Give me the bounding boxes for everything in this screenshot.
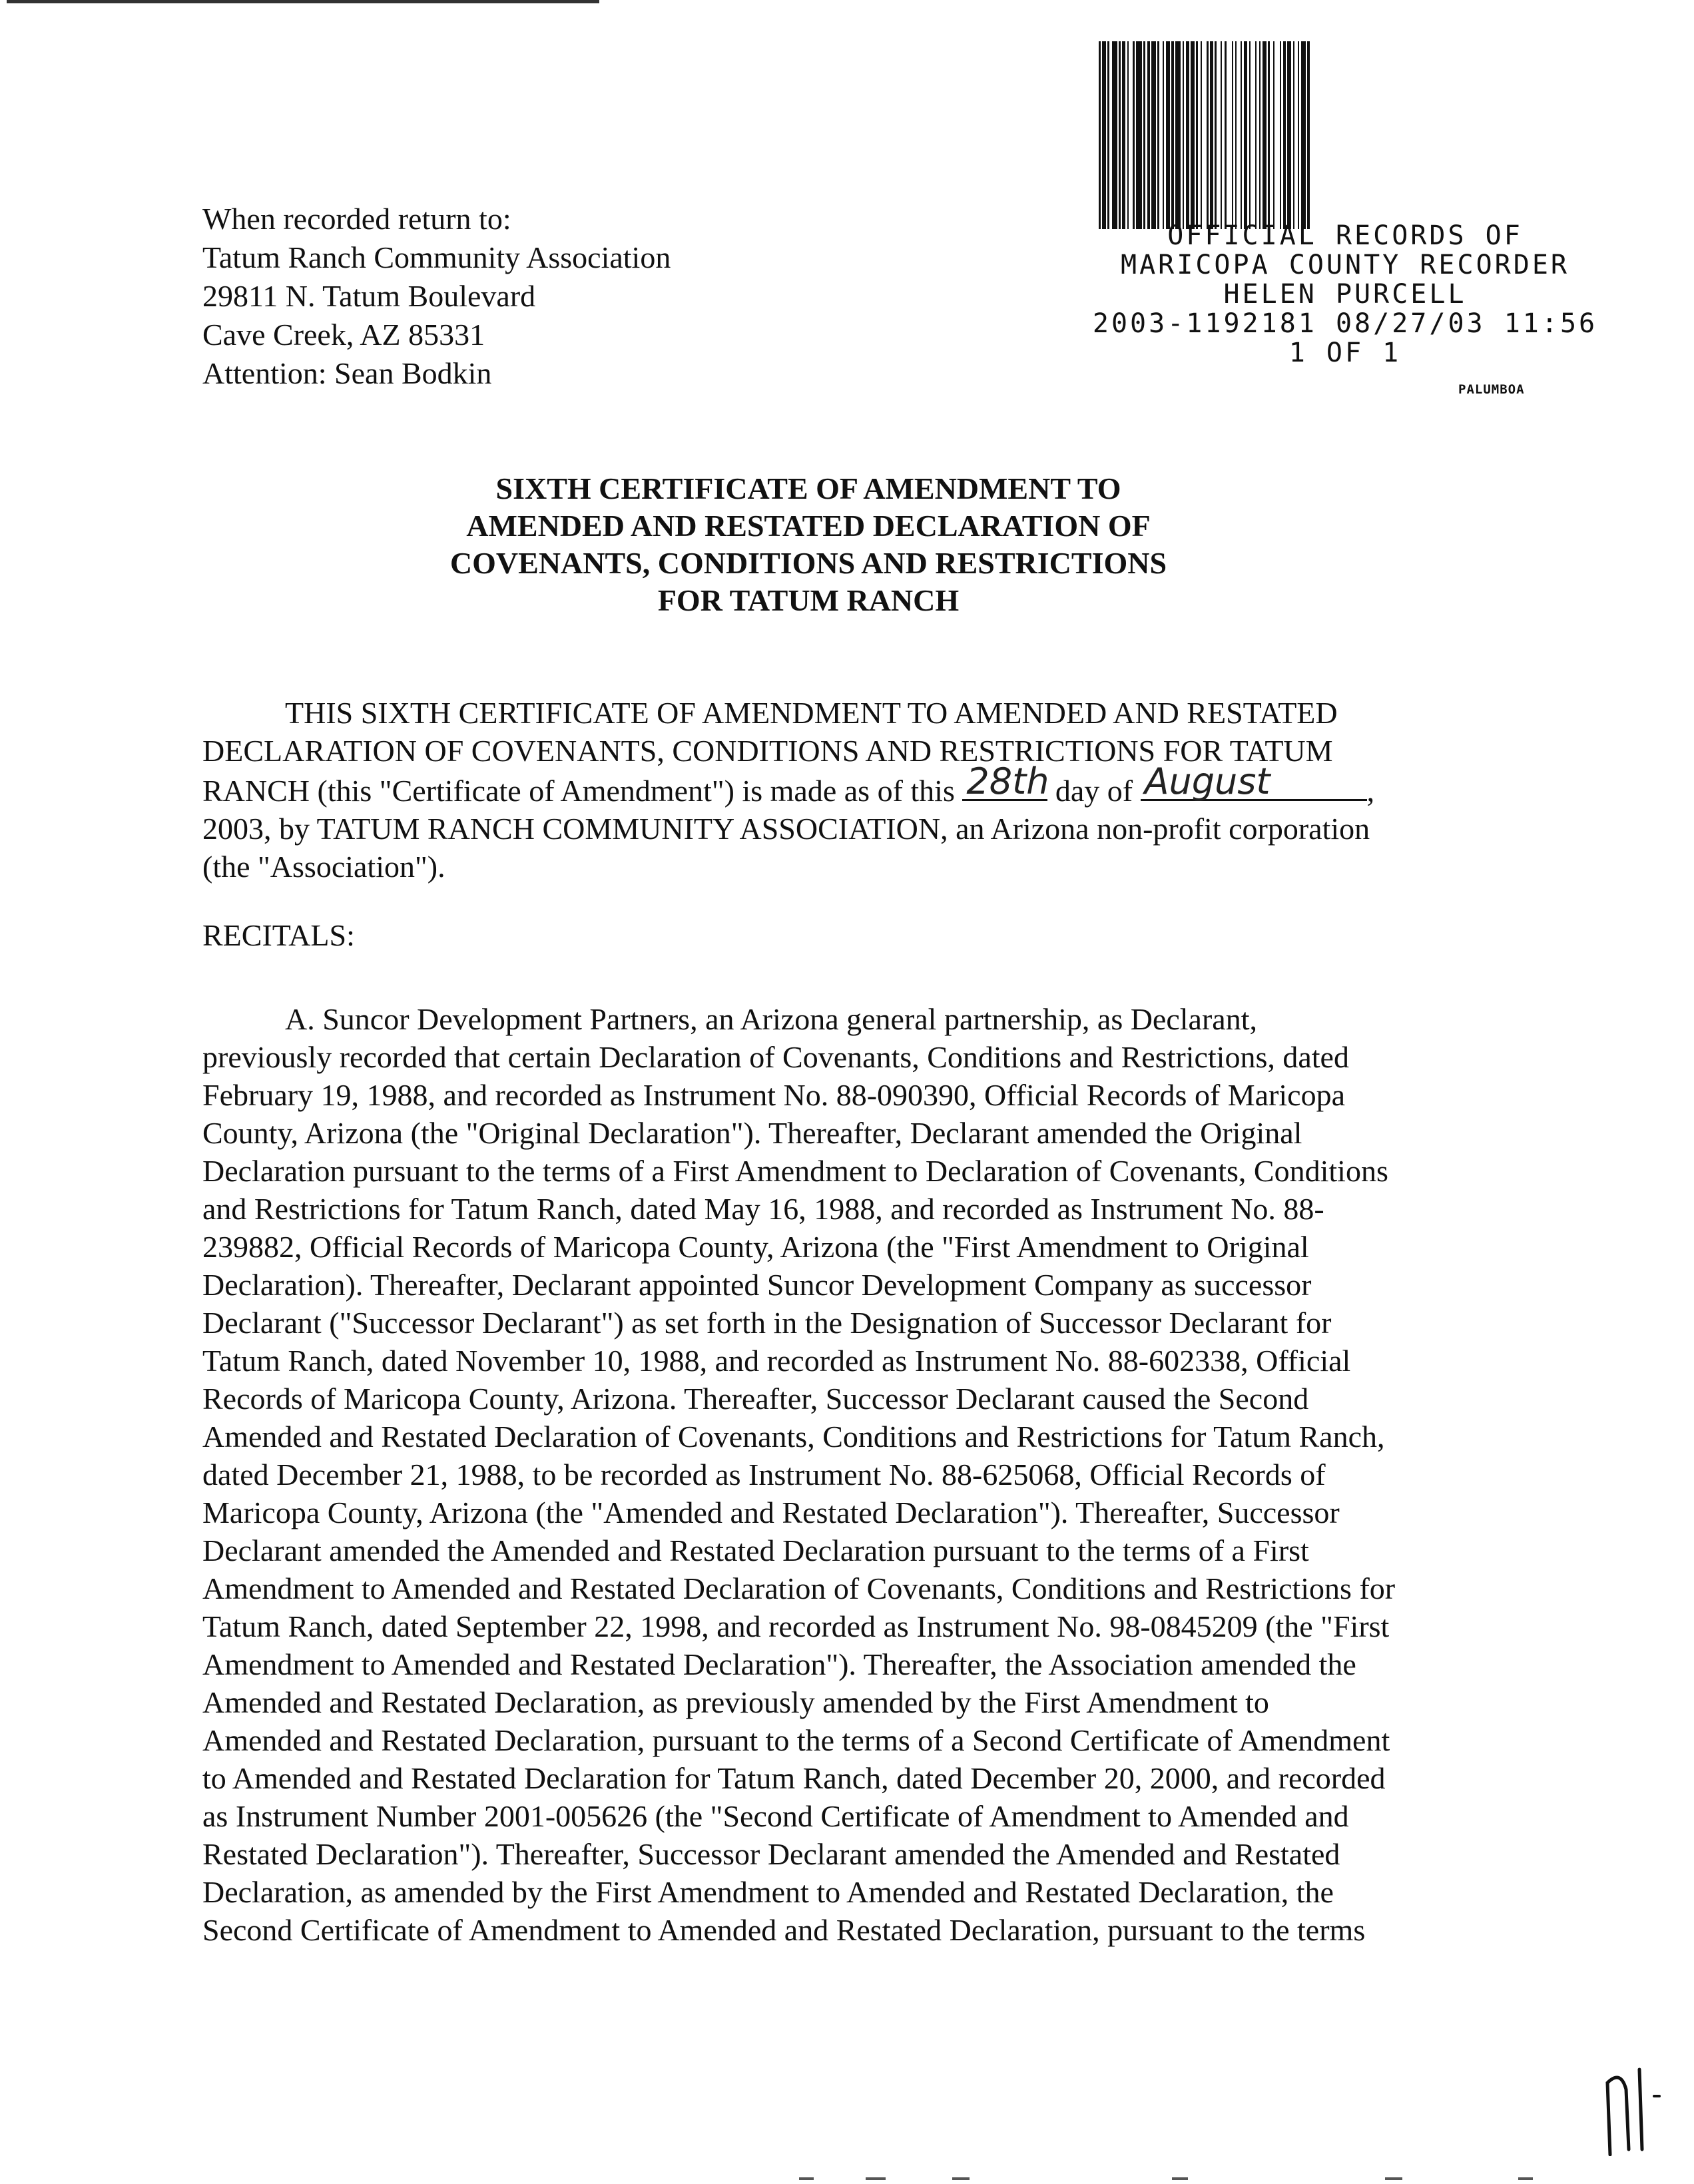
initial-mark-icon: [1601, 2056, 1661, 2156]
intro-line: 2003, by TATUM RANCH COMMUNITY ASSOCIATION, an Arizona non-profit corporation: [202, 812, 1370, 846]
stamp-line: HELEN PURCELL: [1223, 279, 1467, 310]
body-line: Declaration). Thereafter, Declarant appointed Suncor Development Company as successor: [202, 1268, 1312, 1302]
return-address-line: When recorded return to:: [202, 202, 511, 236]
intro-line: DECLARATION OF COVENANTS, CONDITIONS AND RESTRICTIONS FOR TATUM: [202, 734, 1333, 768]
title-line: COVENANTS, CONDITIONS AND RESTRICTIONS: [449, 546, 1167, 580]
day-handwritten: 28th: [966, 760, 1049, 802]
body-line: February 19, 1988, and recorded as Instrument No. 88-090390, Official Records of Maricopa: [202, 1078, 1346, 1112]
body-line: Amended and Restated Declaration, as previously amended by the First Amendment to: [202, 1685, 1269, 1719]
body-line: Amended and Restated Declaration of Covenants, Conditions and Restrictions for Tatum Ranch,: [202, 1420, 1385, 1454]
body-line: Declarant ("Successor Declarant") as set forth in the Designation of Successor Declarant for: [202, 1306, 1332, 1340]
stamp-line: MARICOPA COUNTY RECORDER: [1121, 250, 1569, 280]
day-blank: [962, 760, 1049, 802]
body-line: Declaration pursuant to the terms of a First Amendment to Declaration of Covenants, Conditions: [202, 1154, 1388, 1188]
body-line: Declaration, as amended by the First Amendment to Amended and Restated Declaration, the: [202, 1875, 1334, 1909]
stamp-line: 1 OF 1: [1288, 338, 1402, 368]
scan-edge-line: [7, 0, 599, 3]
return-address-line: Tatum Ranch Community Association: [202, 240, 671, 274]
stamp-line: 2003-1192181 08/27/03 11:56: [1092, 308, 1598, 339]
body-line: Tatum Ranch, dated September 22, 1998, and recorded as Instrument No. 98-0845209 (the "First: [202, 1609, 1390, 1643]
intro-line: THIS SIXTH CERTIFICATE OF AMENDMENT TO AMENDED AND RESTATED: [285, 696, 1338, 730]
scan-artifact: [799, 2176, 1598, 2181]
return-address-line: Cave Creek, AZ 85331: [202, 318, 485, 352]
body-line: Second Certificate of Amendment to Amended and Restated Declaration, pursuant to the terms: [202, 1913, 1366, 1947]
body-line: as Instrument Number 2001-005626 (the "Second Certificate of Amendment to Amended and: [202, 1799, 1349, 1833]
recital-a-paragraph: [202, 1000, 1395, 1949]
document-title: [202, 470, 1414, 619]
body-line: Amendment to Amended and Restated Declaration"). Thereafter, the Association amended the: [202, 1647, 1356, 1681]
month-handwritten: August: [1144, 760, 1270, 802]
stamp-clerk: PALUMBOA: [1458, 382, 1525, 397]
body-line: dated December 21, 1988, to be recorded as Instrument No. 88-625068, Official Records of: [202, 1458, 1326, 1492]
body-line: A. Suncor Development Partners, an Arizona general partnership, as Declarant,: [285, 1002, 1257, 1036]
intro-text: ,: [1366, 774, 1375, 808]
title-line: SIXTH CERTIFICATE OF AMENDMENT TO: [495, 471, 1121, 505]
body-line: previously recorded that certain Declaration of Covenants, Conditions and Restrictions, dated: [202, 1040, 1349, 1074]
body-line: Restated Declaration"). Thereafter, Successor Declarant amended the Amended and Restated: [202, 1837, 1340, 1871]
body-line: Maricopa County, Arizona (the "Amended and Restated Declaration"). Thereafter, Successor: [202, 1496, 1340, 1529]
intro-line: (the "Association").: [202, 850, 445, 884]
body-line: County, Arizona (the "Original Declaration"). Thereafter, Declarant amended the Original: [202, 1116, 1302, 1150]
title-line: AMENDED AND RESTATED DECLARATION OF: [466, 509, 1151, 543]
body-line: Amendment to Amended and Restated Declaration of Covenants, Conditions and Restrictions for: [202, 1571, 1396, 1605]
return-address-line: 29811 N. Tatum Boulevard: [202, 279, 536, 313]
month-blank: [1141, 760, 1367, 802]
body-line: Amended and Restated Declaration, pursuant to the terms of a Second Certificate of Amendment: [202, 1723, 1390, 1757]
title-line: FOR TATUM RANCH: [657, 583, 960, 617]
recorder-barcode: [1099, 41, 1589, 229]
recorder-stamp: [1059, 221, 1631, 368]
intro-text: RANCH (this "Certificate of Amendment") is made as of this: [202, 774, 963, 808]
body-line: and Restrictions for Tatum Ranch, dated May 16, 1988, and recorded as Instrument No. 88-: [202, 1192, 1324, 1226]
return-address-line: Attention: Sean Bodkin: [202, 356, 492, 390]
body-line: 239882, Official Records of Maricopa County, Arizona (the "First Amendment to Original: [202, 1230, 1309, 1264]
body-line: Records of Maricopa County, Arizona. Thereafter, Successor Declarant caused the Second: [202, 1382, 1309, 1416]
intro-paragraph: [202, 694, 1374, 886]
recitals-heading: RECITALS:: [202, 918, 355, 952]
body-line: to Amended and Restated Declaration for Tatum Ranch, dated December 20, 2000, and recorded: [202, 1761, 1386, 1795]
body-line: Declarant amended the Amended and Restated Declaration pursuant to the terms of a First: [202, 1533, 1309, 1567]
intro-line-date: [202, 760, 1375, 810]
intro-text: day of: [1047, 774, 1141, 808]
stamp-line: OFFICIAL RECORDS OF: [1167, 220, 1523, 251]
body-line: Tatum Ranch, dated November 10, 1988, and recorded as Instrument No. 88-602338, Official: [202, 1344, 1351, 1378]
return-address-block: [202, 200, 671, 393]
